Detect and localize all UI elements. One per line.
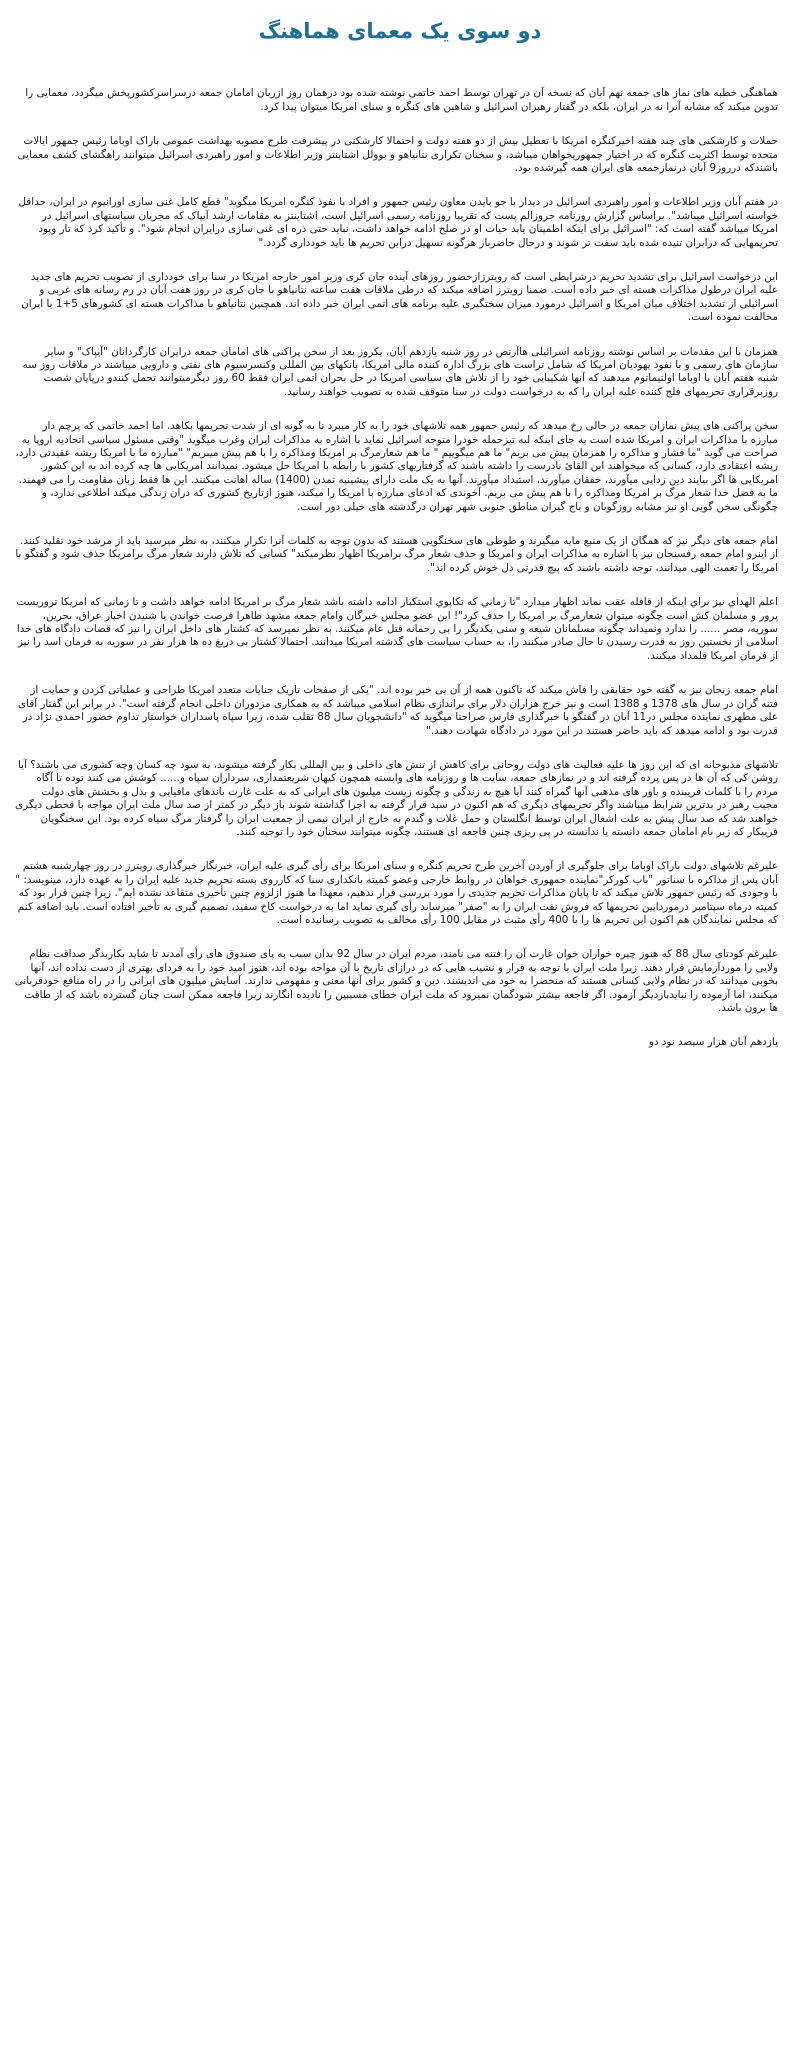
paragraph-12: علیرغم کودتای سال 88 که هنوز چیره خواران خوان غارت آن را فتنه می نامند، مردم ایران در سال 92 بدان سبب به پای صندوق های رأی آمدند تا شاید بکاربدگر صداقت نظام ولایی را موردآزمایش قرار دهند. زیرا ملت ایران با توجه به فرار و نشیب هایی که در درازای تاریخ با آن مواجه بوده اند، هنوز امید خود را به فردای بهتری از دست نداده اند، آنها بخوبی میدانند که در نظام ولایی کسانی هستند که منحصرا به خود می اندیشند. دین و کشور برای آنها معنی و مفهومی ندارند. آسایش میلیون های ایرانی را در راه منافع خودقربانی میکنند، اما آزموده را نبایدبازدیگر آزمود. اگر فاجعه بیشتر شودگمان نمیرود که ملت ایران خطای مسببین را نادیده انگارند زیرا فاجعه ممکن است چنان گسترده باشد که از طاقت ها برون باشد. [14, 948, 778, 1015]
paragraph-10: تلاشهای مذبوحانه ای که این روز ها علیه فعالیت های دولت روحانی برای کاهش از تنش های داخلی و بین المللی بکار گرفته میشوند، به سود چه کسان وچه کشوری می باشند؟ آیا روشن کی که آن ها در پس پرده گرفته اند و در نمازهای جمعه، سایت ها و روزنامه های وابسته همچون کیهان شریعتمداری، سرداران سپاه و...... کوشش می کنند توده تا آگاه مردم را با کلمات فریبنده و باور های مذهبی آنها گمراه کنند آیا هیچ به زندگی و چگونه زیست میلیون های ایرانی که به علت غارت باندهای مافیایی و بذل و بخشش های دولت مجیب رهبر در بدترین شرایط میباشند واگر تحریمهای دیگری که هم اکنون در سبد قرار گرفته به اجرا گذاشته شوند باز دیگر در کمتر از صد سال ملت ایران مواجه با قحطی دیگری خواهند شد که صد سال پیش به علت اشغال ایران توسط انگلستان و حمل غلات و گندم به خارج از ایران نیمی از جمعیت ایران را گرفتار مرگ سیاه کرده بود. این سخنگویان فریبکار که زیر نام امامان جمعه دانسته یا ندانسته در پی ریزی چنین فاجعه ای هستند، چگونه میتوانند سخنان خود را توجیه کنند. [14, 758, 778, 838]
paragraph-9: امام جمعه زنجان نیز به گفته خود حقایقی را فاش میکند که تاکنون همه از آن بی خبر بوده اند. "یکی از صفحات تاریک جنایات متعدد امریکا طراحی و عملیاتی کردن و حمایت از فتنه گران در سال های 1378 و 1388 است و نیز خرج هزاران دلار برای براندازی نظام اسلامی میباشد که به همکاری مزدوران داخلی انجام گرفته است". در برابر این گفتار آقای علی مطهری نماینده مجلس در11 آبان در گفتگو با خبرگذاری فارس صراحتا میگوید که "دانشجویان سال 88 تقلب شده، زیرا سپاه پاسداران خواستار تداوم حضور احمدی نژاد در قدرت بود و ادامه میدهد که باید حاضر هستند در این مورد در دادگاه شهادت دهند." [17, 684, 778, 737]
article-date-signature: یازدهم آبان هزار سیصد نود دو [648, 1036, 778, 1049]
paragraph-3: در هفتم آبان وزیر اطلاعات و امور راهبردی اسرائیل در دیدار با جو بایدن معاون رئیس جمهور و افراد با نفوذ کنگره امریکا میگوید" قطع کامل غنی سازی اورانیوم در ایران، حداقل خواسته اسرائیل میباشد". براساس گزارش روزنامه جروزالم پست که تقریبا روزنامه رسمی اسرائیل است، اشتاینتز به مقامات ارشد آیپاک که مجریان سیاستهای اسرائیل در امریکا میباشد گفته است که: "اسرائیل برای اینکه اطمینان یابد حیات او در صلح ادامه خواهد داشت، نباید حتی ذره ای غنی سازی درایران انجام شود". و تأکید کرد که تار وپود تحریمهایی که درایران تنیده شده باید سفت تر شوند و درحال حاضرباز هرگونه تسهیل دراین تحریم ها باید خودداری گردد." [18, 196, 778, 249]
paragraph-1: هماهنگی خطبه های نماز های جمعه نهم آبان که نسخه آن در تهران توسط احمد خاتمی نوشته شده بود درهمان روز ازربان امامان جمعه درسراسرکشورپخش میگردد، معمایی را تدوین میکند که مشابه آنرا نه در ایران، بلکه در گفتار رهبران اسرائیل و شاهین های کنگره و سنای امریکا میتوان پیدا کرد. [25, 87, 778, 113]
paragraph-11: علیرغم تلاشهای دولت باراک اوباما برای جلوگیری از آوردن آخرین طرح تحریم کنگره و سنای امریکا برای رأی گیری علیه ایران، خبرنگار خبرگذاری رویترز در روز چهارشنبه هشتم آبان پس از مذاکره با سناتور "باب کورکر"نماینده جمهوری خواهان در روابط خارجی وعضو کمیته بانکداری سنا که کارروی بسته تحریم جدید علیه ایران را به عهده دارد، مینویسد: " با وجودی که رئیس جمهور تلاش میکند که تا پایان مذاکرات تحریم جدیدی را مورد بررسی قرار ندهیم، معهذا ما هنوز ازلزوم چنین تأخیری متقاعد نشده ایم". زیرا چنین قرار بود که کمیته درماه سپتامبر درموردایین تحریمها که فروش نفت ایران را به "صفر" میرساند رأی گیری نماید اما به درخواست کاخ سفید، تصمیم گیری به تأخیر افتاده است. باید اضافه کنم که مجلس نمایندگان هم اکنون این تحریم ها را با 400 رأی مثبت در مقابل 100 رأی مخالف به تصویب رسانیده است. [15, 860, 778, 926]
paragraph-2: حملات و کارشکنی های چند هفته اخیرکنگره امریکا با تعطیل بیش از دو هفته دولت و احتمالا کارشکنی در پیشرفت طرح مصوبه بهداشت عمومی باراک اوباما رئیس جمهور ایالات متحده توسط اکثریت کنگره که در اختیار جمهوریخواهان میباشد، و سخنان تکراری نتانیاهو و بوولل اشتاینتز وزیر اطلاعات و امور راهبردی اسرائیل میتوانند راهگشای کشف معمایی باشندکه درروز9 آبان درنمازجمعه های ایران همه گیرشده بود. [17, 135, 778, 174]
paragraph-5: همزمان با این مقدمات بر اساس نوشته روزنامه اسرائیلی هاآرتص در روز شنبه یازدهم آبان، یکروز بعد از سخن پراکنی های امامان جمعه درایران کارگردانان "آیپاک" و سایر سازمان های رسمی و با نفوذ یهودیان امریکا که شامل تراست های بزرگ اداره کننده مالی امریکا، بانکهای بین المللی وکنسرسیوم های نفتی و دارویی میباشند در ملاقات روز سه شنبه هفتم آبان با اوباما اولتیماتوم میدهند که آنها شکیبایی خود را از تلاش های سیاسی امریکا در حل بحران اتمی ایران فقط 60 روز دیگرمیتوانند تحمل کنندو درپایان شصت روزبرقراری تحریمهای فلج کننده علیه ایران را که به درخواست دولت در سنا متوقف شده به تصویب خواهند رسانید. [22, 345, 778, 398]
paragraph-4: این درخواست اسرائیل برای تشدید تحریم درشرایطی است که رویترزازحضور روزهای آینده جان کری وزیر امور خارجه امریکا در سنا برای خودداری از تصویب تحریم های جدید علیه ایران درطول مذاکرات هسته ای خبر داده است. ضمنا رویترز اضافه میکند که درطی ملاقات هفت ساعته نتانیاهو با جان کری در روز هفت آبان در رم رسانه های غربی و اسرائیلی از تشدید اختلاف میان امریکا و اسرائیل درمورد میزان سختگیری علیه برنامه های اتمی ایران خبر داده اند. همچنین نتانیاهو با مذاکرات هسته ای کشورهای 5+1 با ایران مخالفت نموده است. [21, 270, 778, 324]
paragraph-7: امام جمعه های دیگر نیز که همگان از یک منبع مایه میگیرند و طوطی های سخنگویی هستند که بدون توجه به کلمات آنرا تکرار میکنند، به نظر میرسید باید از مرشد خود تقلید کنند. از اینرو امام جمعه رفسنجان نیز با اشاره به مذاکرات ایران و امریکا و حذف شعار مرگ برامریکا اظهار نظرمیکند" کسانی که تلاش دارند شعار مرگ برامریکا حذف شود و گفتگو با امریکا را تعمت الهی میدانند، توجه داشته باشند که پیچ قدرتی دل خوش کرده اند". [15, 535, 778, 574]
paragraph-8: اعلم الهداي نيز براي اينكه از قافله عقب نماند اظهار ميدارد "تا زماني كه تكاپوي استكبار ادامه داشته باشد شعار مرگ بر امريكا ادامه خواهد داشت و تا زمانی که امریکا تروریست پرور و مسلمان کش است چگونه میتوان شعارمرگ بر امریکا را حذف کرد"! این عضو مجلس خبرگان وامام جمعه مشهد ظاهرا فرصت خواندن یا شنیدن اخبار عراق، بحرین، سوریه، مصر ...... را ندارد ونمیداند چگونه مسلمانان شیعه و سنی یکدیگر را بی رحمانه قتل عام میکنند. به نظر نمیرسد که کشتار های داخل ایران را نیز که قضات دادگاه های خدا اسلامی از نخستین روز به قدرت رسیدن تا حال صادر میکنند را، به حساب سیاست های گذشته امریکا میدانند. احتمالا کشتار بی دریغ ده ها هزار نفر در سوریه به فرمان اسد را نیز از فرمان امریکا قلمداد میکنند. [16, 596, 778, 662]
paragraph-6: سخن پراکنی های پیش نمازان جمعه در حالی رخ میدهد که رئیس جمهور همه تلاشهای خود را به کار میبرد تا به گونه ای از شدت تحریمها بکاهد. اما احمد خاتمی که پرچم دار مبارزه با مذاکرات ایران و امریکا شده است به جای اینکه لبه تیزحمله خودرا متوجه اسرائیل نماید با اشاره به مذاکرات ایران وغرب میگوید "وقتی مسئول سیاسی اتحادیه اروپا به صراحت می گوید "ما فشار و مذاکره را همزمان پیش می بریم" ما هم میگوییم " ما هم شعارمرگ بر امریکا ومذاکره را با هم پیش میبریم" "مبارزه ما با امریکا ریشه عقیدتی دارد، ریشه اعتقادی دارد، کسانی که میخواهند این القائ نادرست را داشته باشند که گرفتاریهای کشور با رابطه با امریکا حل میشود. نمیدانند امریکایی ها چه کرده اند به این کشور. امریکایی ها اگر بیایند دین زدایی میآورند، خفقان میآورند، استبداد میآورند. آنها به یک ملت دارای پیشینیه تمدن (1400) ساله اهانت میکنند. این ها فقط زبان مقاومت را می فهمند. ما به فضل خدا شعار مرگ بر امریکا ومذاکره را با هم پیش می بریم. آخوندی که ادعای مبارزه با امریکا را میکند، هنوز ازتاریخ کشوری که دران زندگی میکند اطلاعی ندارد، و چگونگی سخن گویی او نیز مشابه روزگوبان و باج گیران مناطق جنوبی شهر تهران درگذشته های خیلی دور است. [15, 420, 778, 513]
article-body [10, 87, 790, 1015]
article-title: دو سوی یک معمای هماهنگ [258, 19, 542, 43]
article-page [10, 0, 790, 1050]
